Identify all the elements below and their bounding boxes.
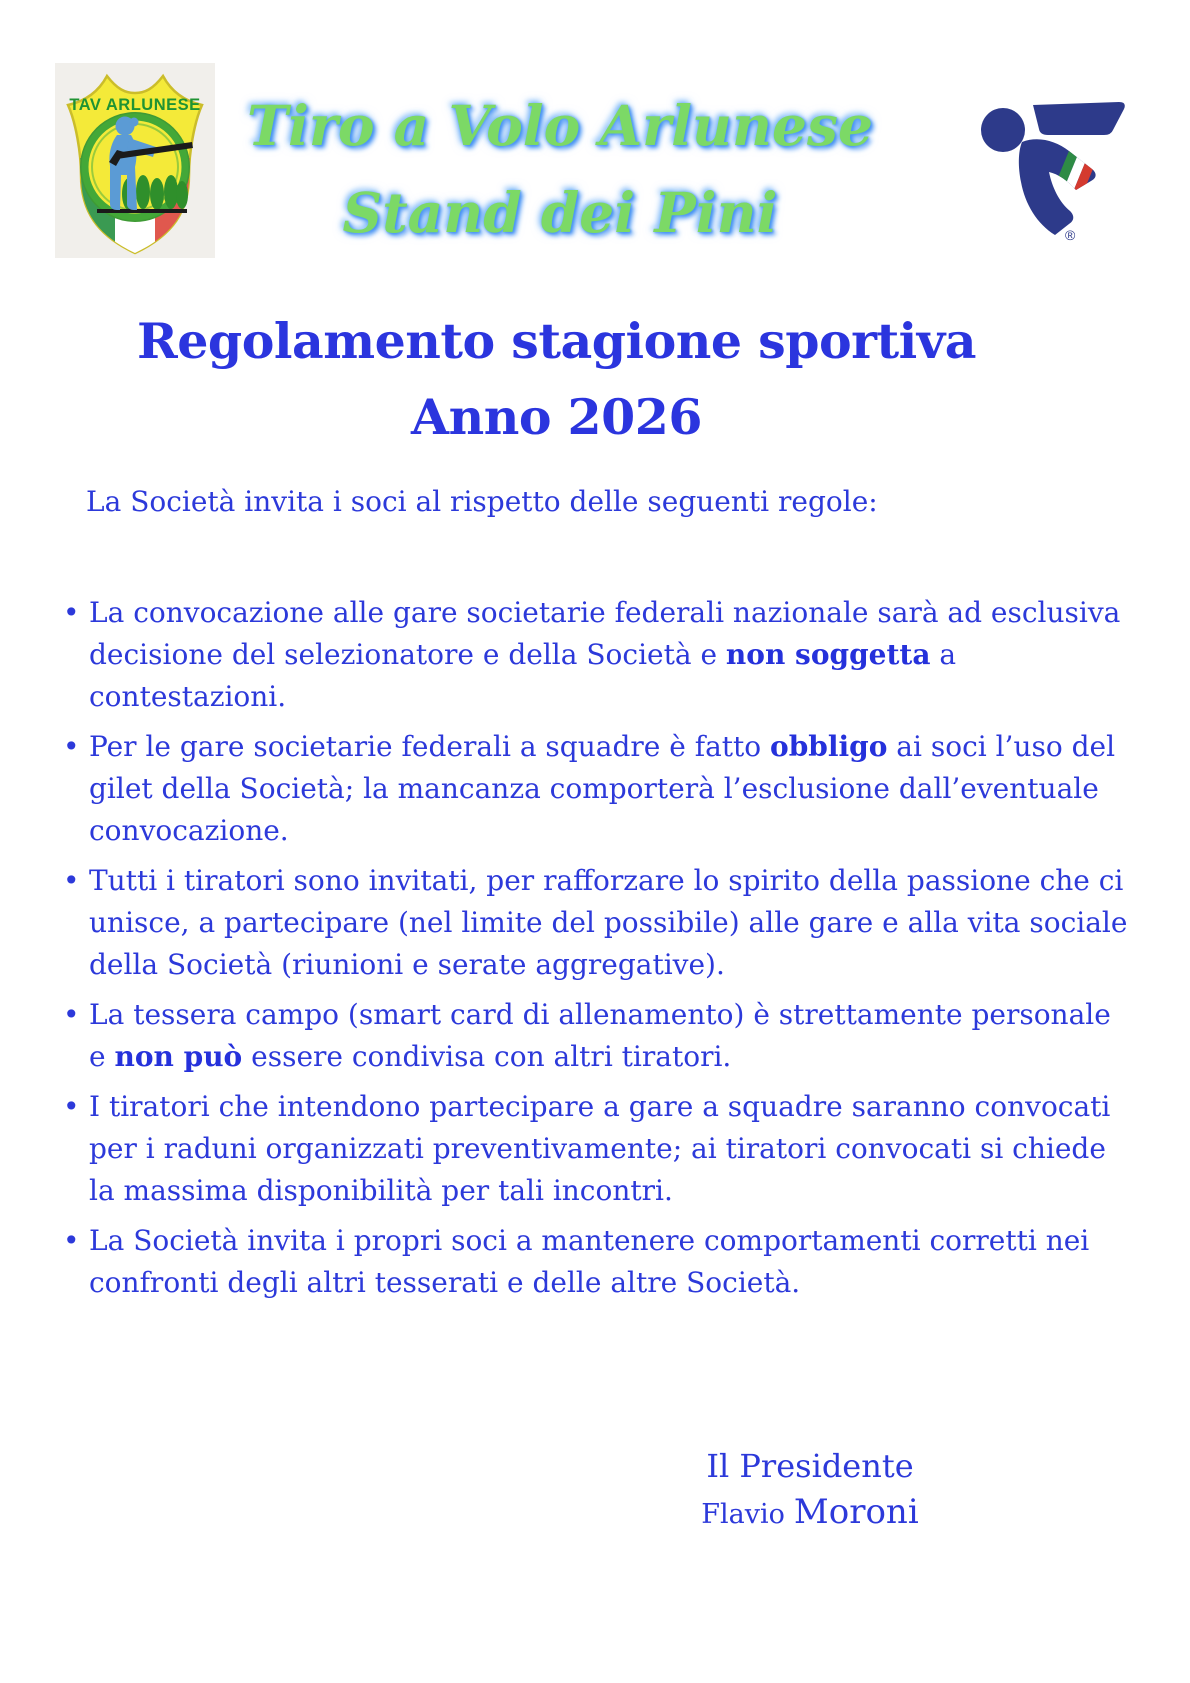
club-title (195, 82, 925, 256)
signature-first-name: Flavio (701, 1499, 785, 1530)
rule-text-bold: obbligo (770, 730, 888, 763)
rules-list (62, 592, 1135, 1312)
rule-text: a contestazioni. (89, 638, 957, 713)
crest-label: TAV ARLUNESE (69, 96, 201, 114)
rule-text-bold: non può (114, 1040, 243, 1073)
tav-arlunese-crest-icon (55, 63, 215, 258)
rule-text: Per le gare societarie federali a squadre è fatto (89, 730, 771, 763)
rule-item (62, 726, 1135, 852)
club-subtitle: Stand dei Pini (342, 180, 778, 245)
rule-item (62, 1086, 1135, 1212)
rule-item (62, 860, 1135, 986)
rule-item (62, 994, 1135, 1078)
rule-text: La tessera campo (smart card di allenamento) è strettamente personale e (89, 998, 1111, 1073)
club-crest-logo (55, 63, 215, 258)
rule-text: Tutti i tiratori sono invitati, per rafforzare lo spirito della passione che ci unisce, a partecipare (nel limite del possibile) alle gare e alla vita sociale della Società (riunioni e serate aggregative). (89, 864, 1128, 981)
rule-text: La Società invita i propri soci a mantenere comportamenti corretti nei confronti degli altri tesserati e delle altre Società. (89, 1224, 1090, 1299)
signature-block (612, 1446, 1008, 1535)
document-title-line2: Anno 2026 (411, 388, 702, 446)
document-title (0, 303, 1113, 455)
signature-name (612, 1492, 1008, 1535)
signature-last-name: Moroni (793, 1492, 919, 1532)
rule-item (62, 1220, 1135, 1304)
rule-item (62, 592, 1135, 718)
intro-paragraph: La Società invita i soci al rispetto delle seguenti regole: (86, 485, 878, 518)
document-title-line1: Regolamento stagione sportiva (137, 312, 976, 370)
rule-text: ai soci l’uso del gilet della Società; la mancanza comporterà l’esclusione dall’eventuale convocazione. (89, 730, 1116, 847)
rule-text: I tiratori che intendono partecipare a gare a squadre saranno convocati per i raduni organizzati preventivamente; ai tiratori convocati si chiede la massima disponibilità per tali incontri. (89, 1090, 1111, 1207)
fitav-logo (975, 92, 1135, 242)
rule-text: La convocazione alle gare societarie federali nazionale sarà ad esclusiva decisione del selezionatore e della Società e (89, 596, 1121, 671)
registered-trademark-symbol: ® (1065, 227, 1076, 242)
rule-text-bold: non soggetta (725, 638, 931, 671)
signature-role: Il Presidente (706, 1447, 914, 1485)
club-name: Tiro a Volo Arlunese (247, 93, 873, 158)
rule-text: essere condivisa con altri tiratori. (242, 1040, 732, 1073)
fitav-shooter-icon (975, 92, 1135, 242)
